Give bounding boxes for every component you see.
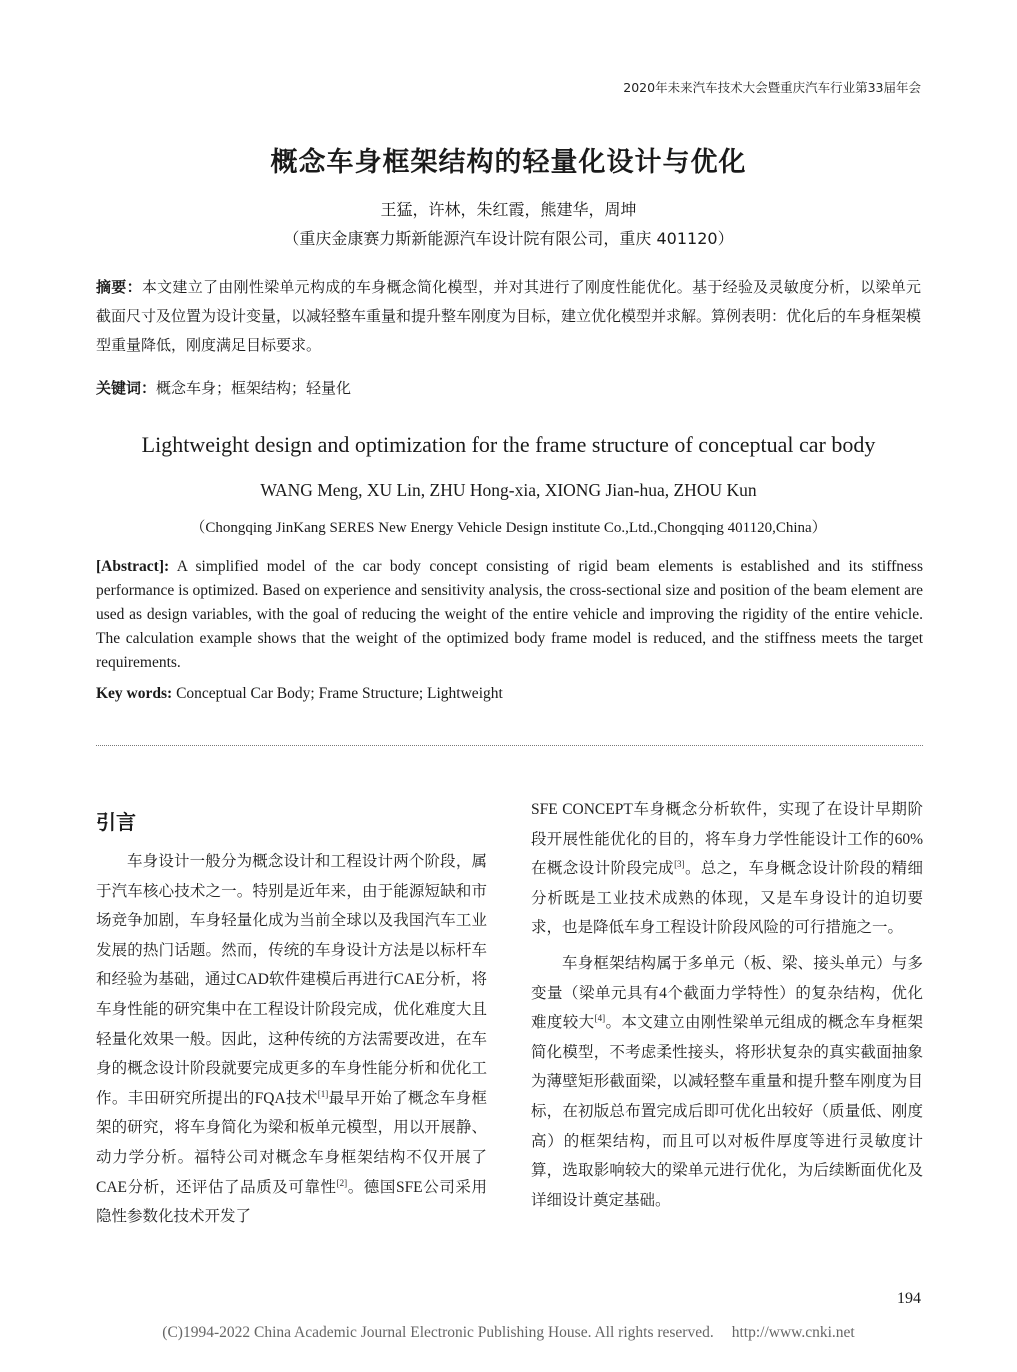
citation-ref[interactable]: [4]	[594, 1013, 606, 1023]
section-heading: 引言	[96, 810, 136, 834]
paragraph	[96, 847, 487, 1232]
authors-cn: 王猛，许林，朱红霞，熊建华，周坤	[380, 200, 637, 219]
text-run: SFE CONCEPT车身概念分析软件，实现了在设计早期阶段开展性能优化的目的，将车身力学性能设计工作的60%在概念设计阶段完成	[531, 801, 923, 878]
text-run: 最早开始了概念车身框架的研究，将车身简化为梁和板单元模型，用以开展静、动力学分析。福特公司对概念车身框架结构不仅开展了CAE分析，还评估了品质及可靠性	[96, 1089, 487, 1196]
section-divider	[96, 745, 923, 746]
abstract-cn	[96, 273, 921, 360]
authors-en: WANG Meng, XU Lin, ZHU Hong-xia, XIONG Jian-hua, ZHOU Kun	[260, 480, 757, 500]
footer-url[interactable]: http://www.cnki.net	[731, 1324, 855, 1341]
abstract-cn-text: 本文建立了由刚性梁单元构成的车身概念简化模型，并对其进行了刚度性能优化。基于经验及灵敏度分析，以梁单元截面尺寸及位置为设计变量，以减轻整车重量和提升整车刚度为目标，建立优化模型并求解。算例表明：优化后的车身框架模型重量降低，刚度满足目标要求。	[96, 278, 922, 354]
abstract-en	[96, 555, 923, 675]
page-number: 194	[897, 1290, 921, 1307]
keywords-cn	[96, 374, 921, 403]
abstract-cn-label: 摘要：	[96, 278, 142, 296]
paragraph	[531, 949, 923, 1215]
paper-title-cn: 概念车身框架结构的轻量化设计与优化	[270, 147, 747, 178]
affiliation-en: （Chongqing JinKang SERES New Energy Vehicle Design institute Co.,Ltd.,Chongqing 401120,China）	[190, 520, 827, 536]
citation-ref[interactable]: [3]	[674, 859, 685, 870]
text-run: 。总之，车身概念设计阶段的精细分析既是工业技术成熟的体现，又是车身设计的迫切要求，也是降低车身工程设计阶段风险的可行措施之一。	[531, 860, 923, 937]
conference-header: 2020年未来汽车技术大会暨重庆汽车行业第33届年会	[623, 80, 921, 95]
citation-ref[interactable]: [2]	[336, 1177, 348, 1188]
copyright-notice: (C)1994-2022 China Academic Journal Electronic Publishing House. All rights reserved.	[162, 1324, 714, 1341]
text-run: 车身框架结构属于多单元（板、梁、接头单元）与多变量（梁单元具有4个截面力学特性）的复杂结构，优化难度较大	[531, 954, 923, 1032]
body-column-left	[96, 847, 487, 1232]
keywords-en	[96, 682, 923, 706]
keywords-en-label: Key words:	[96, 685, 173, 702]
keywords-en-text: Conceptual Car Body; Frame Structure; Lightweight	[176, 685, 503, 702]
text-run: 。德国SFE公司采用隐性参数化技术开发了	[96, 1178, 487, 1226]
abstract-en-text: A simplified model of the car body concept consisting of rigid beam elements is established and its stiffness performance is optimized. Based on experience and sensitivity analysis, the cross-sectional size and position of the beam element are used as design variables, with the goal of reducing the weight of the entire vehicle and improving the rigidity of the entire vehicle. The calculation example shows that the weight of the optimized body frame model is reduced, and the stiffness meets the target requirements.	[96, 558, 923, 671]
affiliation-cn: （重庆金康赛力斯新能源汽车设计院有限公司，重庆 401120）	[283, 229, 734, 248]
abstract-en-label: [Abstract]:	[96, 558, 170, 575]
footer	[0, 1324, 1017, 1342]
body-column-right	[531, 795, 923, 1215]
paper-title-en: Lightweight design and optimization for the frame structure of conceptual car body	[141, 432, 876, 457]
keywords-cn-label: 关键词：	[96, 379, 157, 397]
keywords-cn-text: 概念车身；框架结构；轻量化	[156, 379, 352, 397]
paragraph	[531, 795, 923, 943]
text-run: 车身设计一般分为概念设计和工程设计两个阶段，属于汽车核心技术之一。特别是近年来，由于能源短缺和市场竞争加剧，车身轻量化成为当前全球以及我国汽车工业发展的热门话题。然而，传统的车身设计方法是以标杆车和经验为基础，通过CAD软件建模后再进行CAE分析，将车身性能的研究集中在工程设计阶段完成，优化难度大且轻量化效果一般。因此，这种传统的方法需要改进，在车身的概念设计阶段就要完成更多的车身性能分析和优化工作。丰田研究所提出的FQA技术	[96, 853, 487, 1107]
text-run: 。本文建立由刚性梁单元组成的概念车身框架简化模型，不考虑柔性接头，将形状复杂的真实截面抽象为薄壁矩形截面梁，以减轻整车重量和提升整车刚度为目标，在初版总布置完成后即可优化出较好（质量低、刚度高）的框架结构，而且可以对板件厚度等进行灵敏度计算，选取影响较大的梁单元进行优化，为后续断面优化及详细设计奠定基础。	[531, 1014, 923, 1209]
citation-ref[interactable]: [1]	[317, 1088, 329, 1099]
